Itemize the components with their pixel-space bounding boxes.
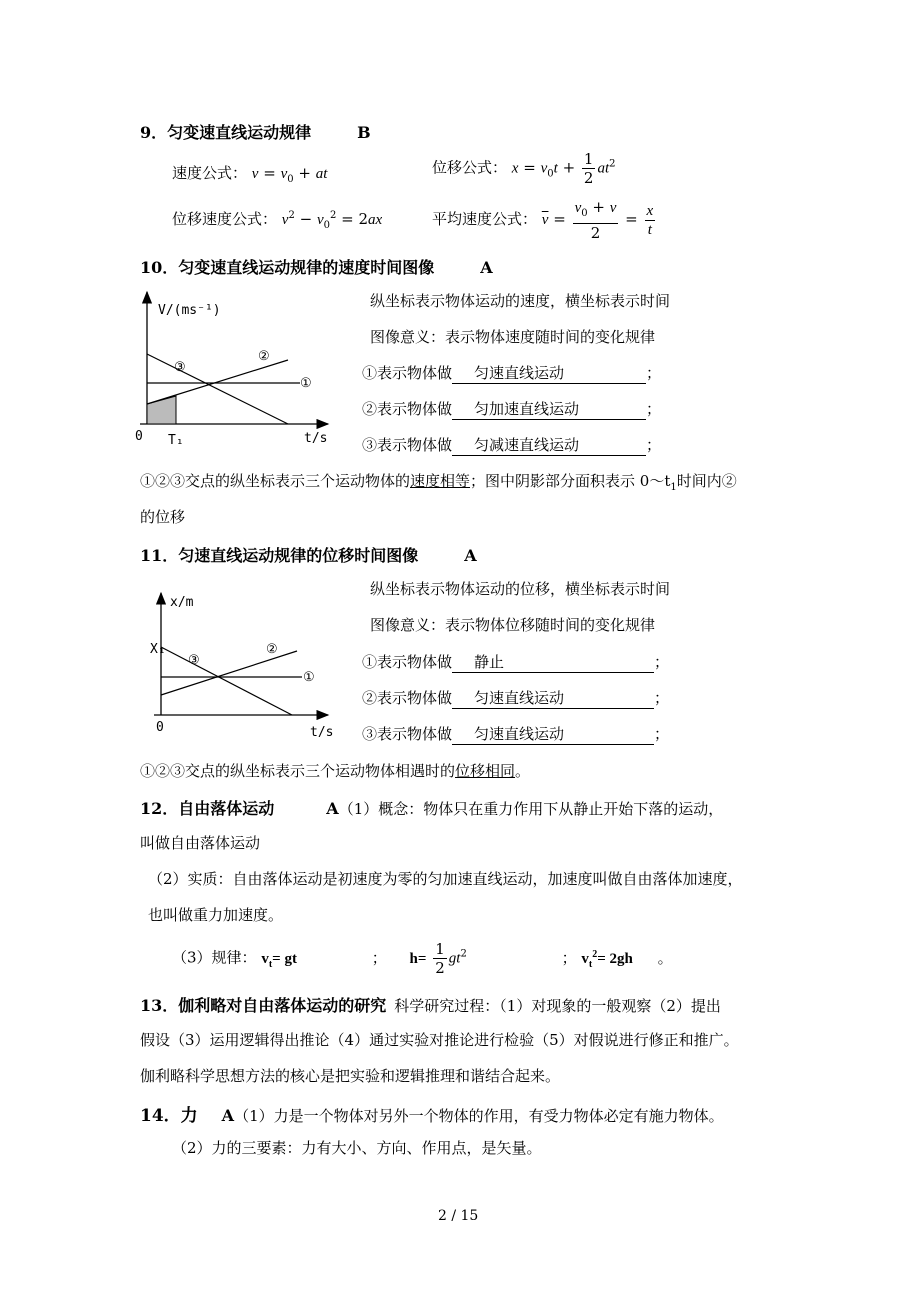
vt-item-3: ③表示物体做 匀减速直线运动 ； [362, 436, 662, 454]
velocity-time-graph [128, 280, 348, 452]
xt-desc-1: 纵坐标表示物体运动的位移，横坐标表示时间 [370, 580, 671, 598]
section-12-essence: （2）实质：自由落体运动是初速度为零的匀加速直线运动，加速度叫做自由落体加速度， [148, 870, 743, 888]
xt-item-2: ②表示物体做 匀速直线运动 ； [362, 689, 670, 707]
vt-note: ①②③交点的纵坐标表示三个运动物体的速度相等；图中阴影部分面积表示 $0\sim t_1$时间内② [140, 472, 737, 493]
section-13-line3: 伽利略科学思想方法的核心是把实验和逻辑推理和谐结合起来。 [140, 1067, 561, 1085]
vt-t1-label: T₁ [168, 433, 184, 448]
section-9-level: B [357, 123, 371, 142]
section-10-title: 10．匀变速直线运动规律的速度时间图像 A [140, 258, 493, 277]
vt-desc-1: 纵坐标表示物体运动的速度，横坐标表示时间 [370, 292, 671, 310]
vt-label-3: ③ [174, 360, 186, 375]
vt-note-cont: 的位移 [140, 508, 186, 526]
xt-item-3: ③表示物体做 匀速直线运动 ； [362, 725, 670, 743]
xt-note: ①②③交点的纵坐标表示三个运动物体相遇时的位移相同。 [140, 762, 531, 780]
vt-origin: 0 [135, 429, 143, 444]
displacement-time-graph [142, 585, 342, 745]
section-13-line1: 13．伽利略对自由落体运动的研究 科学研究过程：（1）对现象的一般观察（2）提出 [140, 996, 721, 1015]
free-fall-laws: （3）规律： $v_t=$ gt ； h= $\frac{1}{2}$ $gt^2$ ； $v_t^2= 2gh$ 。 [172, 940, 673, 977]
displacement-formula: 位移公式： $x = v_0t$ + $\frac{1}{2}$ $at^2$ [432, 150, 616, 187]
xt-x1-label: X₁ [150, 642, 166, 657]
vt-desc-2: 图像意义：表示物体速度随时间的变化规律 [370, 328, 656, 346]
section-12-essence-cont: 也叫做重力加速度。 [148, 906, 284, 924]
xt-label-3: ③ [188, 653, 200, 668]
xt-x-label: t/s [310, 725, 334, 740]
vt-item-2: ②表示物体做 匀加速直线运动 ； [362, 400, 662, 418]
page-number: 2 / 15 [438, 1208, 479, 1224]
section-14-line2: （2）力的三要素：力有大小、方向、作用点，是矢量。 [172, 1139, 542, 1157]
section-13-line2: 假设（3）运用逻辑得出推论（4）通过实验对推论进行检验（5）对假说进行修正和推广。 [140, 1031, 739, 1049]
xt-item-1: ①表示物体做 静止 ； [362, 653, 670, 671]
xt-desc-2: 图像意义：表示物体位移随时间的变化规律 [370, 616, 656, 634]
xt-label-2: ② [266, 642, 278, 657]
section-14-line1: 14．力 A（1）力是一个物体对另外一个物体的作用，有受力物体必定有施力物体。 [140, 1106, 724, 1126]
vt-line-2 [147, 360, 288, 404]
vt-x-label: t/s [304, 431, 328, 446]
velocity-formula: 速度公式： $v = v_0$ + at [172, 164, 328, 185]
xt-y-label: x/m [170, 595, 194, 610]
xt-label-1: ① [303, 670, 315, 685]
section-12-line2: 叫做自由落体运动 [140, 834, 261, 852]
vt-y-label: V/(ms⁻¹) [158, 303, 221, 318]
xt-origin: 0 [156, 720, 164, 735]
vt-item-1: ①表示物体做 匀速直线运动 ； [362, 364, 662, 382]
xt-line-3 [161, 647, 292, 715]
section-10-level: A [480, 258, 493, 277]
section-12-line1: 12．自由落体运动 A（1）概念：物体只在重力作用下从静止开始下落的运动， [140, 799, 724, 818]
vt-shaded-area [147, 396, 176, 424]
velocity-displacement-formula: 位移速度公式： $v^2 - v_0^2 = 2ax$ [172, 210, 383, 231]
vt-label-1: ① [300, 376, 312, 391]
average-velocity-formula: 平均速度公式： $\overline{v}$ = $\frac{v_0 + v}{2}$ = $\frac{x}{t}$ [432, 198, 654, 242]
section-11-title: 11．匀速直线运动规律的位移时间图像 A [140, 546, 477, 565]
section-11-level: A [464, 546, 477, 565]
vt-label-2: ② [258, 349, 270, 364]
section-9-title: 9．匀变速直线运动规律 B [140, 123, 371, 142]
